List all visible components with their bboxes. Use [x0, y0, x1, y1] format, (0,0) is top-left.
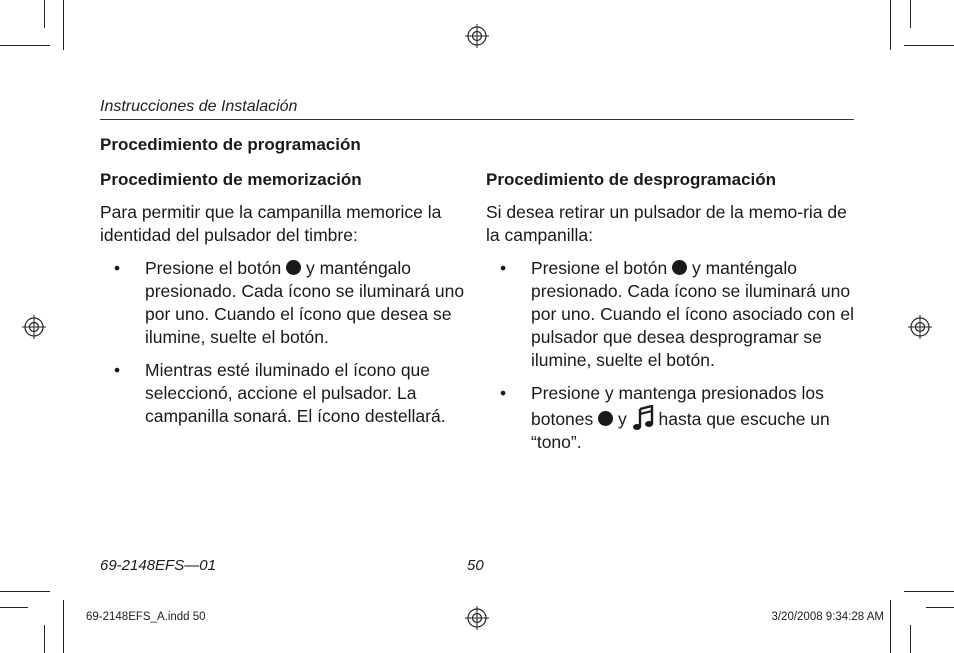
- list-item-text: y manténgalo presionado. Cada ícono se iluminará uno por uno. Cuando el ícono que desea se ilumine, suelte el botón.: [145, 258, 465, 347]
- button-dot-icon: [672, 260, 687, 275]
- registration-mark-icon: [908, 315, 932, 339]
- crop-mark: [926, 607, 954, 608]
- bullet: •: [500, 258, 507, 278]
- bullet: •: [500, 383, 507, 403]
- list-item-text: Presione el botón: [531, 258, 668, 278]
- registration-mark-icon: [465, 24, 489, 48]
- crop-mark: [890, 600, 891, 653]
- crop-mark: [910, 0, 911, 28]
- crop-mark: [44, 625, 45, 653]
- crop-mark: [0, 591, 50, 592]
- button-dot-icon: [286, 260, 301, 275]
- crop-mark: [910, 625, 911, 653]
- list-item: [486, 382, 856, 454]
- crop-mark: [904, 591, 954, 592]
- slug-filename: 69-2148EFS_A.indd 50: [86, 611, 206, 623]
- list-item-text: Presione el botón: [145, 258, 282, 278]
- crop-mark: [890, 0, 891, 50]
- left-column-bullet-list: [100, 257, 470, 428]
- bullet: •: [114, 258, 121, 278]
- left-column: [100, 169, 470, 438]
- registration-mark-icon: [465, 606, 489, 630]
- crop-mark: [44, 0, 45, 28]
- list-item-text: y: [618, 409, 627, 429]
- list-item: [100, 359, 470, 428]
- page-heading: Procedimiento de programación: [100, 135, 361, 154]
- list-item: [486, 257, 856, 372]
- crop-mark: [0, 607, 28, 608]
- bullet: •: [114, 360, 121, 380]
- list-item-text: Mientras esté iluminado el ícono que seleccionó, accione el pulsador. La campanilla sonará. El ícono destellará.: [145, 360, 446, 426]
- crop-mark: [63, 0, 64, 50]
- crop-mark: [904, 45, 954, 46]
- crop-mark: [0, 45, 50, 46]
- right-column-bullet-list: [486, 257, 856, 454]
- running-head: Instrucciones de Instalación: [100, 98, 298, 115]
- left-column-heading: Procedimiento de memorización: [100, 170, 362, 189]
- music-note-icon: [632, 405, 654, 431]
- right-column-heading: Procedimiento de desprogramación: [486, 170, 777, 189]
- list-item-text: hasta que escuche un “tono”.: [531, 409, 830, 452]
- crop-mark: [63, 600, 64, 653]
- page-number: 50: [467, 557, 484, 574]
- right-column: [486, 169, 856, 464]
- list-item: [100, 257, 470, 349]
- left-column-intro: Para permitir que la campanilla memorice la identidad del pulsador del timbre:: [100, 202, 442, 245]
- list-item-text: Presione y mantenga presionados los botones: [531, 383, 824, 429]
- right-column-intro: Si desea retirar un pulsador de la memo-ria de la campanilla:: [486, 202, 847, 245]
- list-item-text: y manténgalo presionado. Cada ícono se iluminará uno por uno. Cuando el ícono asociado con el pulsador que desea desprogramar se ilumine, suelte el botón.: [531, 258, 855, 370]
- button-dot-icon: [598, 411, 613, 426]
- registration-mark-icon: [22, 315, 46, 339]
- slug-timestamp: 3/20/2008 9:34:28 AM: [771, 611, 884, 623]
- document-code: 69-2148EFS—01: [100, 557, 216, 574]
- header-rule: [100, 119, 854, 120]
